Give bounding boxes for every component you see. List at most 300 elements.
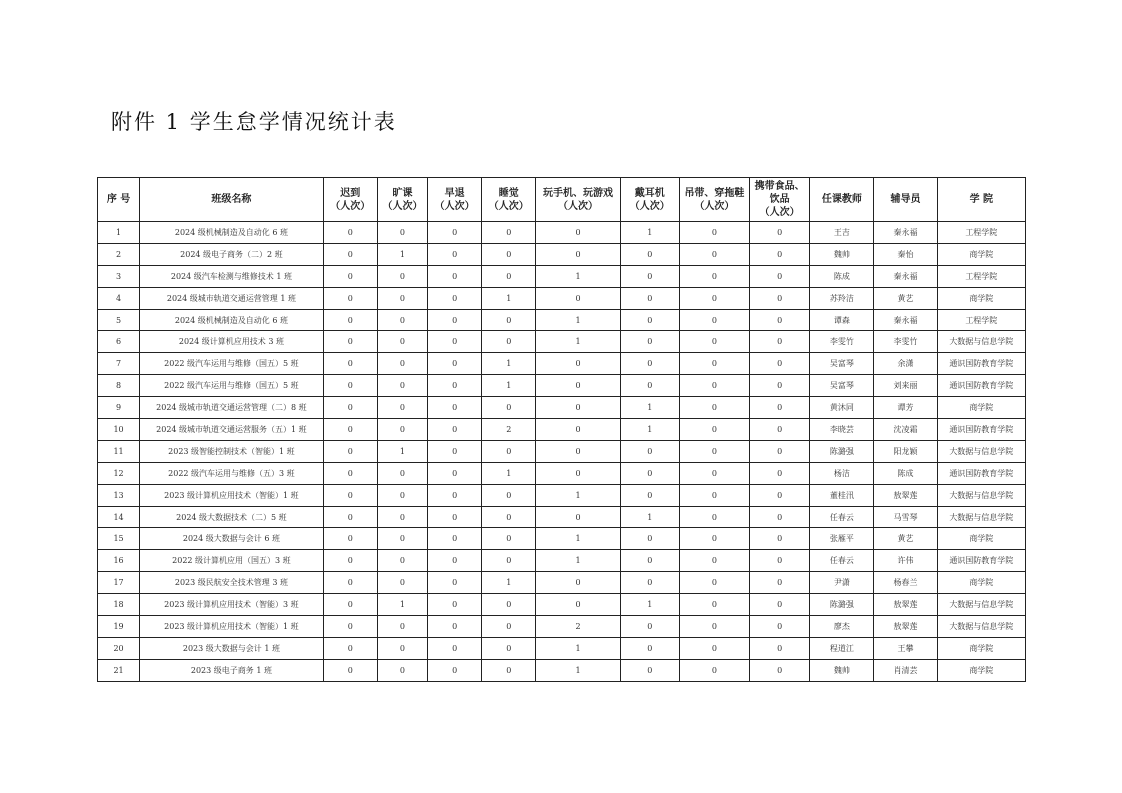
cell-class-name: 2023 级民航安全技术管理 3 班 bbox=[140, 572, 324, 594]
cell-class-name: 2023 级计算机应用技术（智能）3 班 bbox=[140, 594, 324, 616]
cell-left-early: 0 bbox=[428, 462, 482, 484]
cell-counselor: 敖翠莲 bbox=[874, 594, 937, 616]
cell-late: 0 bbox=[323, 616, 377, 638]
cell-left-early: 0 bbox=[428, 528, 482, 550]
cell-college: 工程学院 bbox=[937, 265, 1025, 287]
cell-phone-games: 1 bbox=[536, 265, 620, 287]
cell-index: 4 bbox=[98, 287, 140, 309]
cell-left-early: 0 bbox=[428, 265, 482, 287]
table-row bbox=[98, 462, 1026, 484]
cell-phone-games: 1 bbox=[536, 659, 620, 681]
cell-college: 商学院 bbox=[937, 243, 1025, 265]
cell-food-drinks: 0 bbox=[750, 462, 810, 484]
cell-late: 0 bbox=[323, 528, 377, 550]
cell-teacher: 吴富琴 bbox=[810, 375, 874, 397]
cell-earphones: 0 bbox=[620, 265, 679, 287]
cell-absent: 0 bbox=[377, 397, 427, 419]
cell-counselor: 敖翠莲 bbox=[874, 616, 937, 638]
cell-absent: 0 bbox=[377, 265, 427, 287]
cell-food-drinks: 0 bbox=[750, 419, 810, 441]
cell-food-drinks: 0 bbox=[750, 287, 810, 309]
cell-class-name: 2022 级汽车运用与维修（国五）5 班 bbox=[140, 375, 324, 397]
cell-left-early: 0 bbox=[428, 353, 482, 375]
cell-counselor: 敖翠莲 bbox=[874, 484, 937, 506]
cell-food-drinks: 0 bbox=[750, 550, 810, 572]
cell-index: 13 bbox=[98, 484, 140, 506]
cell-sleeping: 1 bbox=[482, 572, 536, 594]
cell-index: 21 bbox=[98, 659, 140, 681]
cell-food-drinks: 0 bbox=[750, 375, 810, 397]
cell-teacher: 董桂汛 bbox=[810, 484, 874, 506]
table-row bbox=[98, 331, 1026, 353]
cell-earphones: 0 bbox=[620, 462, 679, 484]
cell-college: 商学院 bbox=[937, 528, 1025, 550]
cell-counselor: 肖清芸 bbox=[874, 659, 937, 681]
cell-left-early: 0 bbox=[428, 616, 482, 638]
cell-dress-code: 0 bbox=[679, 243, 749, 265]
cell-college: 大数据与信息学院 bbox=[937, 331, 1025, 353]
cell-sleeping: 0 bbox=[482, 397, 536, 419]
cell-sleeping: 1 bbox=[482, 375, 536, 397]
cell-phone-games: 1 bbox=[536, 309, 620, 331]
cell-dress-code: 0 bbox=[679, 375, 749, 397]
table-row bbox=[98, 659, 1026, 681]
cell-earphones: 0 bbox=[620, 331, 679, 353]
table-row bbox=[98, 528, 1026, 550]
cell-counselor: 刘来丽 bbox=[874, 375, 937, 397]
cell-class-name: 2024 级城市轨道交通运营服务（五）1 班 bbox=[140, 419, 324, 441]
cell-teacher: 任春云 bbox=[810, 506, 874, 528]
cell-dress-code: 0 bbox=[679, 397, 749, 419]
cell-index: 15 bbox=[98, 528, 140, 550]
cell-absent: 0 bbox=[377, 287, 427, 309]
cell-dress-code: 0 bbox=[679, 265, 749, 287]
cell-sleeping: 0 bbox=[482, 616, 536, 638]
cell-late: 0 bbox=[323, 243, 377, 265]
cell-late: 0 bbox=[323, 594, 377, 616]
cell-teacher: 苏羚洁 bbox=[810, 287, 874, 309]
cell-class-name: 2024 级汽车检测与维修技术 1 班 bbox=[140, 265, 324, 287]
cell-food-drinks: 0 bbox=[750, 659, 810, 681]
cell-phone-games: 0 bbox=[536, 594, 620, 616]
cell-index: 1 bbox=[98, 222, 140, 244]
cell-earphones: 0 bbox=[620, 375, 679, 397]
cell-sleeping: 0 bbox=[482, 265, 536, 287]
cell-class-name: 2024 级电子商务（二）2 班 bbox=[140, 243, 324, 265]
cell-class-name: 2023 级计算机应用技术（智能）1 班 bbox=[140, 484, 324, 506]
cell-left-early: 0 bbox=[428, 331, 482, 353]
cell-earphones: 0 bbox=[620, 440, 679, 462]
header-late: 迟到 （人次） bbox=[323, 178, 377, 222]
cell-late: 0 bbox=[323, 265, 377, 287]
document-title: 附件 1 学生怠学情况统计表 bbox=[111, 110, 397, 134]
table-row bbox=[98, 440, 1026, 462]
cell-class-name: 2024 级大数据技术（二）5 班 bbox=[140, 506, 324, 528]
cell-dress-code: 0 bbox=[679, 550, 749, 572]
cell-teacher: 廖杰 bbox=[810, 616, 874, 638]
cell-class-name: 2023 级大数据与会计 1 班 bbox=[140, 637, 324, 659]
cell-late: 0 bbox=[323, 353, 377, 375]
cell-class-name: 2022 级汽车运用与维修（国五）5 班 bbox=[140, 353, 324, 375]
cell-earphones: 1 bbox=[620, 594, 679, 616]
cell-earphones: 0 bbox=[620, 287, 679, 309]
cell-index: 16 bbox=[98, 550, 140, 572]
cell-food-drinks: 0 bbox=[750, 397, 810, 419]
header-teacher: 任课教师 bbox=[810, 178, 874, 222]
cell-left-early: 0 bbox=[428, 659, 482, 681]
cell-teacher: 程道江 bbox=[810, 637, 874, 659]
cell-dress-code: 0 bbox=[679, 353, 749, 375]
cell-earphones: 0 bbox=[620, 550, 679, 572]
cell-counselor: 陈成 bbox=[874, 462, 937, 484]
header-class-name: 班级名称 bbox=[140, 178, 324, 222]
cell-earphones: 0 bbox=[620, 572, 679, 594]
cell-dress-code: 0 bbox=[679, 506, 749, 528]
cell-absent: 0 bbox=[377, 506, 427, 528]
cell-left-early: 0 bbox=[428, 484, 482, 506]
cell-dress-code: 0 bbox=[679, 484, 749, 506]
cell-class-name: 2022 级计算机应用（国五）3 班 bbox=[140, 550, 324, 572]
cell-college: 大数据与信息学院 bbox=[937, 594, 1025, 616]
cell-teacher: 张雁平 bbox=[810, 528, 874, 550]
cell-phone-games: 1 bbox=[536, 550, 620, 572]
cell-college: 通识国防教育学院 bbox=[937, 419, 1025, 441]
cell-dress-code: 0 bbox=[679, 440, 749, 462]
cell-late: 0 bbox=[323, 309, 377, 331]
cell-phone-games: 2 bbox=[536, 616, 620, 638]
header-dress-code: 吊带、穿拖鞋 （人次） bbox=[679, 178, 749, 222]
cell-late: 0 bbox=[323, 397, 377, 419]
cell-teacher: 陈潞强 bbox=[810, 440, 874, 462]
cell-sleeping: 0 bbox=[482, 637, 536, 659]
cell-class-name: 2024 级计算机应用技术 3 班 bbox=[140, 331, 324, 353]
cell-dress-code: 0 bbox=[679, 528, 749, 550]
cell-counselor: 黄艺 bbox=[874, 287, 937, 309]
cell-index: 2 bbox=[98, 243, 140, 265]
table-row bbox=[98, 594, 1026, 616]
cell-left-early: 0 bbox=[428, 550, 482, 572]
cell-sleeping: 0 bbox=[482, 659, 536, 681]
cell-phone-games: 0 bbox=[536, 353, 620, 375]
cell-sleeping: 1 bbox=[482, 287, 536, 309]
cell-class-name: 2023 级智能控制技术（智能）1 班 bbox=[140, 440, 324, 462]
cell-class-name: 2024 级城市轨道交通运营管理 1 班 bbox=[140, 287, 324, 309]
table-row bbox=[98, 637, 1026, 659]
cell-left-early: 0 bbox=[428, 419, 482, 441]
cell-absent: 0 bbox=[377, 462, 427, 484]
cell-counselor: 余潇 bbox=[874, 353, 937, 375]
cell-absent: 0 bbox=[377, 528, 427, 550]
cell-late: 0 bbox=[323, 331, 377, 353]
cell-class-name: 2024 级机械制造及自动化 6 班 bbox=[140, 222, 324, 244]
cell-index: 20 bbox=[98, 637, 140, 659]
table-row bbox=[98, 506, 1026, 528]
cell-food-drinks: 0 bbox=[750, 243, 810, 265]
cell-earphones: 0 bbox=[620, 637, 679, 659]
cell-left-early: 0 bbox=[428, 222, 482, 244]
cell-counselor: 杨春兰 bbox=[874, 572, 937, 594]
cell-absent: 0 bbox=[377, 572, 427, 594]
header-index: 序 号 bbox=[98, 178, 140, 222]
cell-food-drinks: 0 bbox=[750, 484, 810, 506]
cell-absent: 0 bbox=[377, 353, 427, 375]
cell-absent: 1 bbox=[377, 594, 427, 616]
cell-counselor: 秦永福 bbox=[874, 265, 937, 287]
cell-index: 10 bbox=[98, 419, 140, 441]
cell-left-early: 0 bbox=[428, 397, 482, 419]
cell-counselor: 李雯竹 bbox=[874, 331, 937, 353]
table-row bbox=[98, 572, 1026, 594]
cell-counselor: 王攀 bbox=[874, 637, 937, 659]
cell-left-early: 0 bbox=[428, 594, 482, 616]
table-row bbox=[98, 484, 1026, 506]
cell-index: 14 bbox=[98, 506, 140, 528]
cell-index: 3 bbox=[98, 265, 140, 287]
cell-earphones: 0 bbox=[620, 616, 679, 638]
cell-teacher: 王吉 bbox=[810, 222, 874, 244]
header-sleeping: 睡觉 （人次） bbox=[482, 178, 536, 222]
cell-dress-code: 0 bbox=[679, 637, 749, 659]
table-header-row bbox=[98, 178, 1026, 222]
cell-college: 大数据与信息学院 bbox=[937, 440, 1025, 462]
cell-sleeping: 0 bbox=[482, 484, 536, 506]
cell-food-drinks: 0 bbox=[750, 572, 810, 594]
cell-late: 0 bbox=[323, 572, 377, 594]
cell-food-drinks: 0 bbox=[750, 353, 810, 375]
cell-teacher: 杨洁 bbox=[810, 462, 874, 484]
table-row bbox=[98, 309, 1026, 331]
cell-earphones: 0 bbox=[620, 309, 679, 331]
cell-counselor: 秦怡 bbox=[874, 243, 937, 265]
cell-dress-code: 0 bbox=[679, 572, 749, 594]
cell-left-early: 0 bbox=[428, 309, 482, 331]
cell-left-early: 0 bbox=[428, 572, 482, 594]
cell-dress-code: 0 bbox=[679, 616, 749, 638]
cell-absent: 0 bbox=[377, 637, 427, 659]
cell-college: 商学院 bbox=[937, 659, 1025, 681]
cell-late: 0 bbox=[323, 484, 377, 506]
cell-food-drinks: 0 bbox=[750, 309, 810, 331]
cell-earphones: 1 bbox=[620, 419, 679, 441]
cell-teacher: 魏帅 bbox=[810, 659, 874, 681]
cell-sleeping: 1 bbox=[482, 353, 536, 375]
cell-teacher: 谭森 bbox=[810, 309, 874, 331]
table-row bbox=[98, 243, 1026, 265]
cell-sleeping: 0 bbox=[482, 594, 536, 616]
header-earphones: 戴耳机 （人次） bbox=[620, 178, 679, 222]
cell-dress-code: 0 bbox=[679, 287, 749, 309]
cell-sleeping: 1 bbox=[482, 462, 536, 484]
cell-absent: 1 bbox=[377, 243, 427, 265]
table-row bbox=[98, 265, 1026, 287]
cell-earphones: 0 bbox=[620, 243, 679, 265]
cell-dress-code: 0 bbox=[679, 462, 749, 484]
truancy-statistics-table bbox=[97, 177, 1026, 682]
cell-phone-games: 0 bbox=[536, 462, 620, 484]
cell-absent: 0 bbox=[377, 550, 427, 572]
cell-dress-code: 0 bbox=[679, 309, 749, 331]
cell-index: 7 bbox=[98, 353, 140, 375]
cell-late: 0 bbox=[323, 419, 377, 441]
table-body bbox=[98, 222, 1026, 682]
cell-college: 工程学院 bbox=[937, 222, 1025, 244]
cell-counselor: 许伟 bbox=[874, 550, 937, 572]
cell-sleeping: 0 bbox=[482, 331, 536, 353]
cell-absent: 0 bbox=[377, 419, 427, 441]
cell-college: 大数据与信息学院 bbox=[937, 484, 1025, 506]
cell-phone-games: 0 bbox=[536, 572, 620, 594]
cell-absent: 0 bbox=[377, 309, 427, 331]
cell-late: 0 bbox=[323, 506, 377, 528]
cell-college: 商学院 bbox=[937, 572, 1025, 594]
cell-absent: 0 bbox=[377, 375, 427, 397]
cell-college: 通识国防教育学院 bbox=[937, 550, 1025, 572]
cell-sleeping: 2 bbox=[482, 419, 536, 441]
cell-dress-code: 0 bbox=[679, 222, 749, 244]
cell-index: 18 bbox=[98, 594, 140, 616]
cell-college: 工程学院 bbox=[937, 309, 1025, 331]
cell-food-drinks: 0 bbox=[750, 637, 810, 659]
cell-college: 商学院 bbox=[937, 397, 1025, 419]
cell-counselor: 阳龙颖 bbox=[874, 440, 937, 462]
cell-teacher: 陈潞强 bbox=[810, 594, 874, 616]
cell-late: 0 bbox=[323, 287, 377, 309]
header-phone-games: 玩手机、玩游戏 （人次） bbox=[536, 178, 620, 222]
table-row bbox=[98, 550, 1026, 572]
cell-late: 0 bbox=[323, 462, 377, 484]
cell-index: 6 bbox=[98, 331, 140, 353]
cell-earphones: 1 bbox=[620, 506, 679, 528]
cell-earphones: 0 bbox=[620, 528, 679, 550]
cell-absent: 0 bbox=[377, 659, 427, 681]
header-left-early: 早退 （人次） bbox=[428, 178, 482, 222]
cell-teacher: 李晓芸 bbox=[810, 419, 874, 441]
cell-index: 8 bbox=[98, 375, 140, 397]
cell-sleeping: 0 bbox=[482, 550, 536, 572]
cell-teacher: 魏帅 bbox=[810, 243, 874, 265]
cell-counselor: 马雪琴 bbox=[874, 506, 937, 528]
cell-phone-games: 0 bbox=[536, 440, 620, 462]
cell-counselor: 黄艺 bbox=[874, 528, 937, 550]
table-row bbox=[98, 353, 1026, 375]
cell-teacher: 任春云 bbox=[810, 550, 874, 572]
cell-sleeping: 0 bbox=[482, 440, 536, 462]
header-counselor: 辅导员 bbox=[874, 178, 937, 222]
header-absent: 旷课 （人次） bbox=[377, 178, 427, 222]
cell-dress-code: 0 bbox=[679, 331, 749, 353]
cell-counselor: 秦永福 bbox=[874, 309, 937, 331]
table-row bbox=[98, 397, 1026, 419]
cell-earphones: 0 bbox=[620, 659, 679, 681]
cell-food-drinks: 0 bbox=[750, 594, 810, 616]
cell-sleeping: 0 bbox=[482, 528, 536, 550]
cell-absent: 0 bbox=[377, 616, 427, 638]
table-row bbox=[98, 419, 1026, 441]
cell-absent: 0 bbox=[377, 222, 427, 244]
cell-phone-games: 1 bbox=[536, 484, 620, 506]
cell-late: 0 bbox=[323, 222, 377, 244]
cell-food-drinks: 0 bbox=[750, 265, 810, 287]
cell-index: 5 bbox=[98, 309, 140, 331]
header-food-drinks: 携带食品、 饮品 （人次） bbox=[750, 178, 810, 222]
cell-left-early: 0 bbox=[428, 637, 482, 659]
cell-food-drinks: 0 bbox=[750, 528, 810, 550]
cell-late: 0 bbox=[323, 375, 377, 397]
cell-college: 商学院 bbox=[937, 287, 1025, 309]
cell-phone-games: 0 bbox=[536, 243, 620, 265]
cell-food-drinks: 0 bbox=[750, 331, 810, 353]
cell-phone-games: 0 bbox=[536, 375, 620, 397]
cell-index: 9 bbox=[98, 397, 140, 419]
table-row bbox=[98, 287, 1026, 309]
cell-food-drinks: 0 bbox=[750, 222, 810, 244]
table-row bbox=[98, 375, 1026, 397]
cell-absent: 0 bbox=[377, 484, 427, 506]
cell-left-early: 0 bbox=[428, 287, 482, 309]
cell-late: 0 bbox=[323, 550, 377, 572]
cell-index: 17 bbox=[98, 572, 140, 594]
cell-class-name: 2024 级城市轨道交通运营管理（二）8 班 bbox=[140, 397, 324, 419]
cell-earphones: 0 bbox=[620, 484, 679, 506]
cell-teacher: 吴富琴 bbox=[810, 353, 874, 375]
cell-sleeping: 0 bbox=[482, 309, 536, 331]
cell-phone-games: 0 bbox=[536, 419, 620, 441]
cell-dress-code: 0 bbox=[679, 659, 749, 681]
cell-class-name: 2024 级机械制造及自动化 6 班 bbox=[140, 309, 324, 331]
cell-counselor: 谭芳 bbox=[874, 397, 937, 419]
cell-counselor: 秦永福 bbox=[874, 222, 937, 244]
cell-teacher: 尹潇 bbox=[810, 572, 874, 594]
cell-teacher: 黄沐同 bbox=[810, 397, 874, 419]
cell-phone-games: 1 bbox=[536, 637, 620, 659]
cell-class-name: 2023 级电子商务 1 班 bbox=[140, 659, 324, 681]
cell-earphones: 1 bbox=[620, 222, 679, 244]
cell-index: 11 bbox=[98, 440, 140, 462]
cell-dress-code: 0 bbox=[679, 419, 749, 441]
cell-college: 大数据与信息学院 bbox=[937, 616, 1025, 638]
cell-absent: 0 bbox=[377, 331, 427, 353]
cell-food-drinks: 0 bbox=[750, 616, 810, 638]
cell-left-early: 0 bbox=[428, 440, 482, 462]
cell-left-early: 0 bbox=[428, 375, 482, 397]
cell-class-name: 2024 级大数据与会计 6 班 bbox=[140, 528, 324, 550]
cell-class-name: 2023 级计算机应用技术（智能）1 班 bbox=[140, 616, 324, 638]
cell-sleeping: 0 bbox=[482, 222, 536, 244]
cell-index: 19 bbox=[98, 616, 140, 638]
cell-phone-games: 0 bbox=[536, 506, 620, 528]
cell-food-drinks: 0 bbox=[750, 440, 810, 462]
cell-teacher: 李雯竹 bbox=[810, 331, 874, 353]
cell-dress-code: 0 bbox=[679, 594, 749, 616]
cell-late: 0 bbox=[323, 659, 377, 681]
cell-absent: 1 bbox=[377, 440, 427, 462]
cell-phone-games: 0 bbox=[536, 287, 620, 309]
cell-sleeping: 0 bbox=[482, 243, 536, 265]
cell-food-drinks: 0 bbox=[750, 506, 810, 528]
cell-left-early: 0 bbox=[428, 243, 482, 265]
cell-college: 商学院 bbox=[937, 637, 1025, 659]
cell-earphones: 0 bbox=[620, 353, 679, 375]
cell-college: 通识国防教育学院 bbox=[937, 375, 1025, 397]
cell-earphones: 1 bbox=[620, 397, 679, 419]
cell-index: 12 bbox=[98, 462, 140, 484]
cell-class-name: 2022 级汽车运用与维修（五）3 班 bbox=[140, 462, 324, 484]
cell-college: 通识国防教育学院 bbox=[937, 462, 1025, 484]
header-college: 学 院 bbox=[937, 178, 1025, 222]
cell-teacher: 陈成 bbox=[810, 265, 874, 287]
cell-college: 大数据与信息学院 bbox=[937, 506, 1025, 528]
table-row bbox=[98, 616, 1026, 638]
